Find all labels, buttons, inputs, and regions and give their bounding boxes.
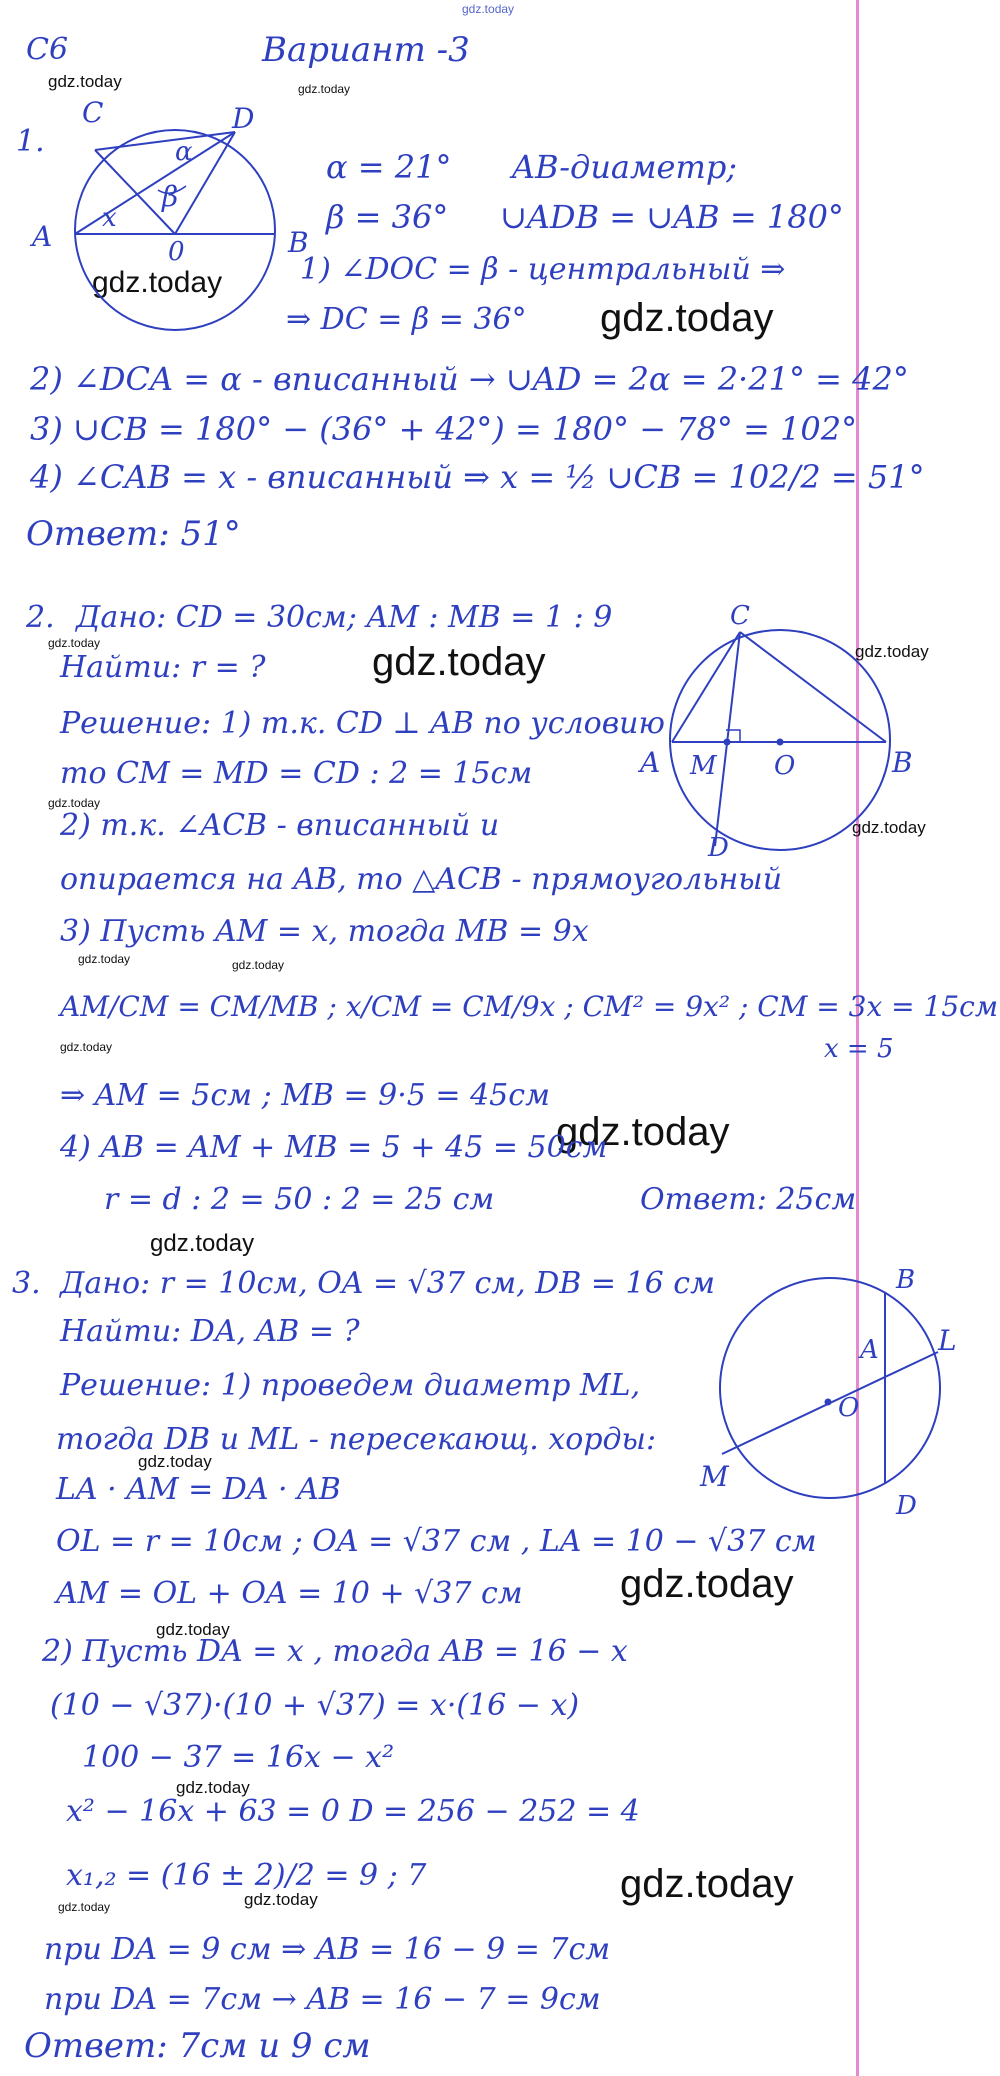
proportion: AM/CM = CM/MB ; x/CM = CM/9x ; CM² = 9x² ; CM = 3x = 15см — [60, 990, 999, 1023]
watermark: gdz.today — [620, 1862, 794, 1906]
x-value: x = 5 — [824, 1034, 894, 1064]
sol-2-1b: то CM = MD = CD : 2 = 15см — [60, 756, 533, 791]
given-alpha: α = 21° — [326, 148, 452, 186]
answer-1: Ответ: 51° — [26, 514, 241, 554]
watermark: gdz.today — [600, 296, 774, 340]
sol-2-2b: опирается на AB, то △ACB - прямоугольный — [60, 862, 783, 897]
watermark: gdz.today — [298, 82, 351, 96]
step-3: 3) ∪CB = 180° − (36° + 42°) = 180° − 78° = 102° — [30, 410, 858, 448]
header-code: С6 — [26, 32, 69, 67]
eq-3-5: 100 − 37 = 16x − x² — [82, 1740, 395, 1775]
label-o: 0 — [168, 237, 185, 267]
label-x: x — [102, 203, 117, 233]
step-1a: 1) ∠DOC = β - центральный ⇒ — [300, 252, 786, 287]
watermark: gdz.today — [620, 1562, 794, 1606]
eq-3-4: (10 − √37)·(10 + √37) = x·(16 − x) — [50, 1688, 580, 1723]
find-2: Найти: r = ? — [60, 650, 266, 685]
label-c: C — [82, 96, 104, 129]
problem-number: 1. — [16, 124, 45, 159]
watermark: gdz.today — [138, 1452, 212, 1471]
given-beta: β = 36° — [326, 198, 449, 236]
circle-figure-1 — [32, 96, 309, 350]
watermark: gdz.today — [48, 72, 122, 91]
problem-number: 2. — [26, 600, 55, 635]
sol-2-1a: Решение: 1) т.к. CD ⊥ AB по условию — [60, 706, 665, 741]
label-b: B — [892, 746, 913, 779]
given-ab: AB-диаметр; — [512, 148, 738, 186]
circle-figure-2 — [630, 601, 913, 863]
watermark: gdz.today — [852, 818, 926, 837]
step-1b: ⇒ DC = β = 36° — [286, 302, 527, 337]
find-3: Найти: DA, AB = ? — [60, 1314, 360, 1349]
watermark: gdz.today — [232, 958, 285, 972]
label-m: M — [690, 751, 717, 781]
watermark: gdz.today — [60, 1040, 113, 1054]
label-a: A — [640, 746, 661, 779]
label-m: M — [700, 1460, 729, 1493]
watermark: gdz.today — [48, 636, 101, 650]
result-2: ⇒ AM = 5см ; MB = 9·5 = 45см — [60, 1078, 550, 1113]
sol-2-3: 3) Пусть AM = x, тогда MB = 9x — [60, 914, 589, 949]
eq-3-1: LA · AM = DA · AB — [56, 1472, 341, 1507]
label-c: C — [730, 601, 750, 631]
radius-2: r = d : 2 = 50 : 2 = 25 см — [104, 1182, 495, 1217]
circle-figure-3 — [700, 1265, 960, 1521]
sol-2-4: 4) AB = AM + MB = 5 + 45 = 50см — [60, 1130, 608, 1165]
watermark: gdz.today — [244, 1890, 318, 1909]
watermark-top: gdz.today — [462, 2, 515, 16]
label-b: B — [896, 1265, 916, 1295]
watermark: gdz.today — [150, 1230, 255, 1257]
sol-2-2a: 2) т.к. ∠ACB - вписанный и — [60, 808, 500, 843]
label-beta: β — [162, 180, 179, 213]
eq-3-7: x₁,₂ = (16 ± 2)/2 = 9 ; 7 — [66, 1858, 427, 1893]
eq-3-2: OL = r = 10см ; OA = √37 см , LA = 10 − √37 см — [56, 1524, 817, 1559]
sol-3-1b: тогда DB и ML - пересекающ. хорды: — [56, 1422, 657, 1457]
sol-3-2: 2) Пусть DA = x , тогда AB = 16 − x — [42, 1634, 628, 1669]
watermark: gdz.today — [176, 1778, 250, 1797]
label-d: D — [708, 833, 729, 863]
eq-3-3: AM = OL + OA = 10 + √37 см — [56, 1576, 523, 1611]
answer-2: Ответ: 25см — [640, 1182, 857, 1217]
given-3: Дано: r = 10см, OA = √37 см, DB = 16 см — [60, 1266, 715, 1301]
label-o: O — [774, 751, 796, 781]
watermark: gdz.today — [92, 266, 223, 299]
label-o: O — [838, 1393, 860, 1423]
eq-3-6: x² − 16x + 63 = 0 D = 256 − 252 = 4 — [66, 1794, 640, 1829]
case-1: при DA = 9 см ⇒ AB = 16 − 9 = 7см — [44, 1932, 611, 1967]
step-2: 2) ∠DCA = α - вписанный → ∪AD = 2α = 2·21° = 42° — [30, 360, 909, 398]
watermark: gdz.today — [372, 640, 546, 684]
label-b: B — [288, 226, 309, 259]
watermark: gdz.today — [556, 1110, 730, 1154]
label-alpha: α — [175, 137, 193, 167]
watermark: gdz.today — [855, 642, 929, 661]
label-l: L — [938, 1324, 957, 1357]
watermark: gdz.today — [78, 952, 131, 966]
sol-3-1a: Решение: 1) проведем диаметр ML, — [60, 1368, 641, 1403]
label-a: A — [32, 220, 53, 253]
given-2: Дано: CD = 30см; AM : MB = 1 : 9 — [76, 600, 613, 635]
given-arc: ∪ADB = ∪AB = 180° — [500, 198, 844, 236]
watermark: gdz.today — [58, 1900, 111, 1914]
problem-number: 3. — [12, 1266, 41, 1301]
watermark: gdz.today — [156, 1620, 230, 1639]
header-variant: Вариант -3 — [262, 30, 470, 70]
step-4: 4) ∠CAB = x - вписанный ⇒ x = ½ ∪CB = 102/2 = 51° — [30, 458, 925, 496]
watermark: gdz.today — [48, 796, 101, 810]
label-d: D — [232, 102, 255, 135]
answer-3: Ответ: 7см и 9 см — [24, 2026, 371, 2066]
case-2: при DA = 7см → AB = 16 − 7 = 9см — [44, 1982, 601, 2017]
label-d: D — [896, 1491, 917, 1521]
label-a: A — [860, 1335, 879, 1365]
